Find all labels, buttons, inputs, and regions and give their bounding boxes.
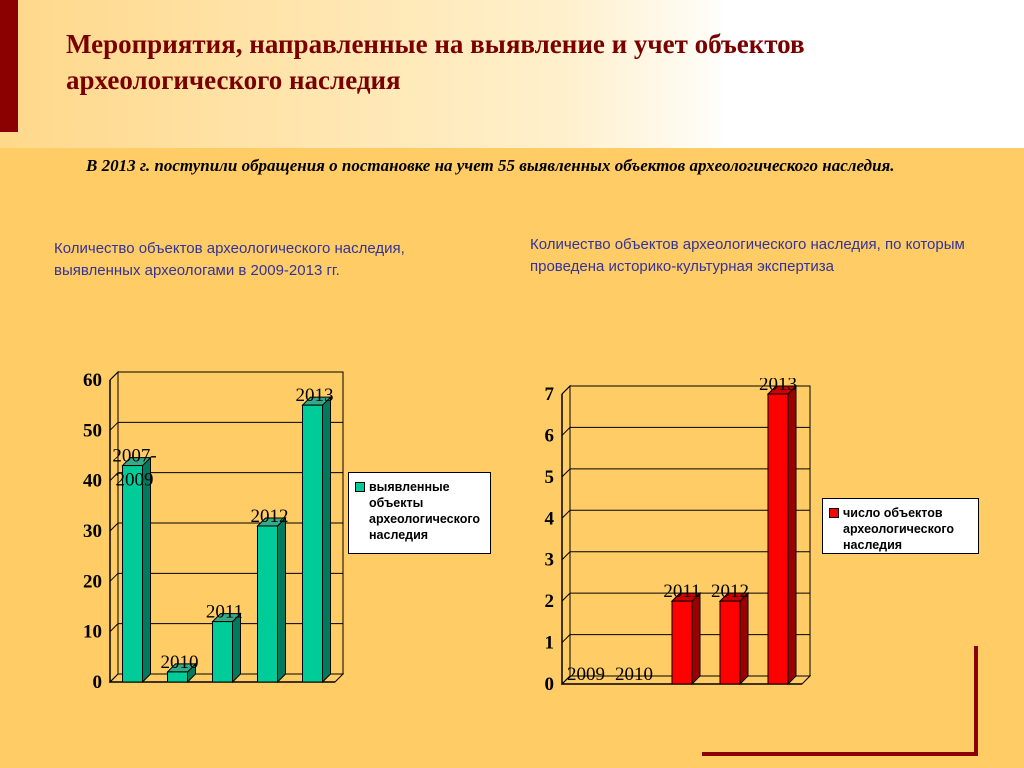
y-tick-label: 5 xyxy=(544,466,554,488)
bar-data-label: 2012 xyxy=(711,581,749,603)
bar-data-label: 2011 xyxy=(663,581,701,603)
corner-decoration-vertical xyxy=(974,646,978,756)
y-tick-label: 6 xyxy=(544,425,554,447)
bar-data-label: 2010 xyxy=(615,664,653,685)
y-tick-label: 0 xyxy=(92,672,102,690)
bar xyxy=(213,614,241,682)
bar-data-label: 2011 xyxy=(205,601,244,623)
bar-front xyxy=(303,405,323,682)
slide-intro: В 2013 г. поступили обращения о постановке на учет 55 выявленных объектов археологического наследия. xyxy=(86,156,895,175)
y-tick-label: 4 xyxy=(544,508,554,530)
legend-swatch xyxy=(355,482,365,492)
bar-side xyxy=(233,614,241,682)
slide-title: Мероприятия, направленные на выявление и учет объектов археологического наследия xyxy=(66,29,805,95)
bar-side xyxy=(692,593,700,684)
bar-data-label: 2010 xyxy=(160,651,199,673)
bar-data-label: 2013 xyxy=(759,378,797,395)
bar-side xyxy=(278,518,286,682)
bar-front xyxy=(768,394,788,684)
y-tick-label: 7 xyxy=(544,384,554,405)
bar xyxy=(303,397,331,682)
chart-left-legend xyxy=(348,472,491,554)
y-tick-label: 50 xyxy=(83,420,102,442)
y-tick-label: 60 xyxy=(83,370,102,391)
chart-left xyxy=(60,360,350,690)
bar-front xyxy=(123,466,143,682)
bar-front xyxy=(258,526,278,682)
bar xyxy=(258,518,286,682)
bar-side xyxy=(740,593,748,684)
chart-side-wall xyxy=(562,386,570,684)
bar-front xyxy=(168,672,188,682)
legend-label: выявленные объекты археологического наследия xyxy=(369,480,481,542)
legend-swatch xyxy=(829,508,839,518)
bar-side xyxy=(323,397,331,682)
bar-data-label: 2013 xyxy=(295,385,334,407)
bar-front xyxy=(213,622,233,682)
bar-front xyxy=(672,601,692,684)
y-tick-label: 30 xyxy=(83,521,102,542)
chart-right xyxy=(530,378,820,693)
corner-decoration-horizontal xyxy=(702,752,978,756)
bar xyxy=(123,458,151,682)
accent-bar xyxy=(0,0,18,132)
y-tick-label: 3 xyxy=(544,549,554,571)
y-tick-label: 0 xyxy=(544,674,554,693)
bar-data-label: 2007- xyxy=(112,445,157,467)
bar xyxy=(720,593,748,684)
y-tick-label: 1 xyxy=(544,632,554,654)
bar-side xyxy=(788,386,796,684)
y-tick-label: 20 xyxy=(83,571,102,593)
bar-front xyxy=(720,601,740,684)
gridline xyxy=(110,372,343,380)
y-tick-label: 40 xyxy=(83,470,102,492)
bar xyxy=(672,593,700,684)
y-tick-label: 10 xyxy=(83,621,102,643)
chart-right-legend xyxy=(822,498,979,554)
bar-data-label: 2012 xyxy=(250,505,289,527)
legend-label: число объектов археологического наследия xyxy=(843,506,955,552)
bar-data-label: 2009 xyxy=(115,469,154,491)
bar-side xyxy=(143,458,151,682)
chart-left-caption: Количество объектов археологического наследия, выявленных археологами в 2009-2013 гг. xyxy=(54,240,405,279)
bar-data-label: 2009 xyxy=(567,664,605,685)
y-tick-label: 2 xyxy=(544,591,554,613)
chart-right-caption: Количество объектов археологического наследия, по которым проведена историко-культурная экспертиза xyxy=(530,236,965,275)
bar xyxy=(768,386,796,684)
